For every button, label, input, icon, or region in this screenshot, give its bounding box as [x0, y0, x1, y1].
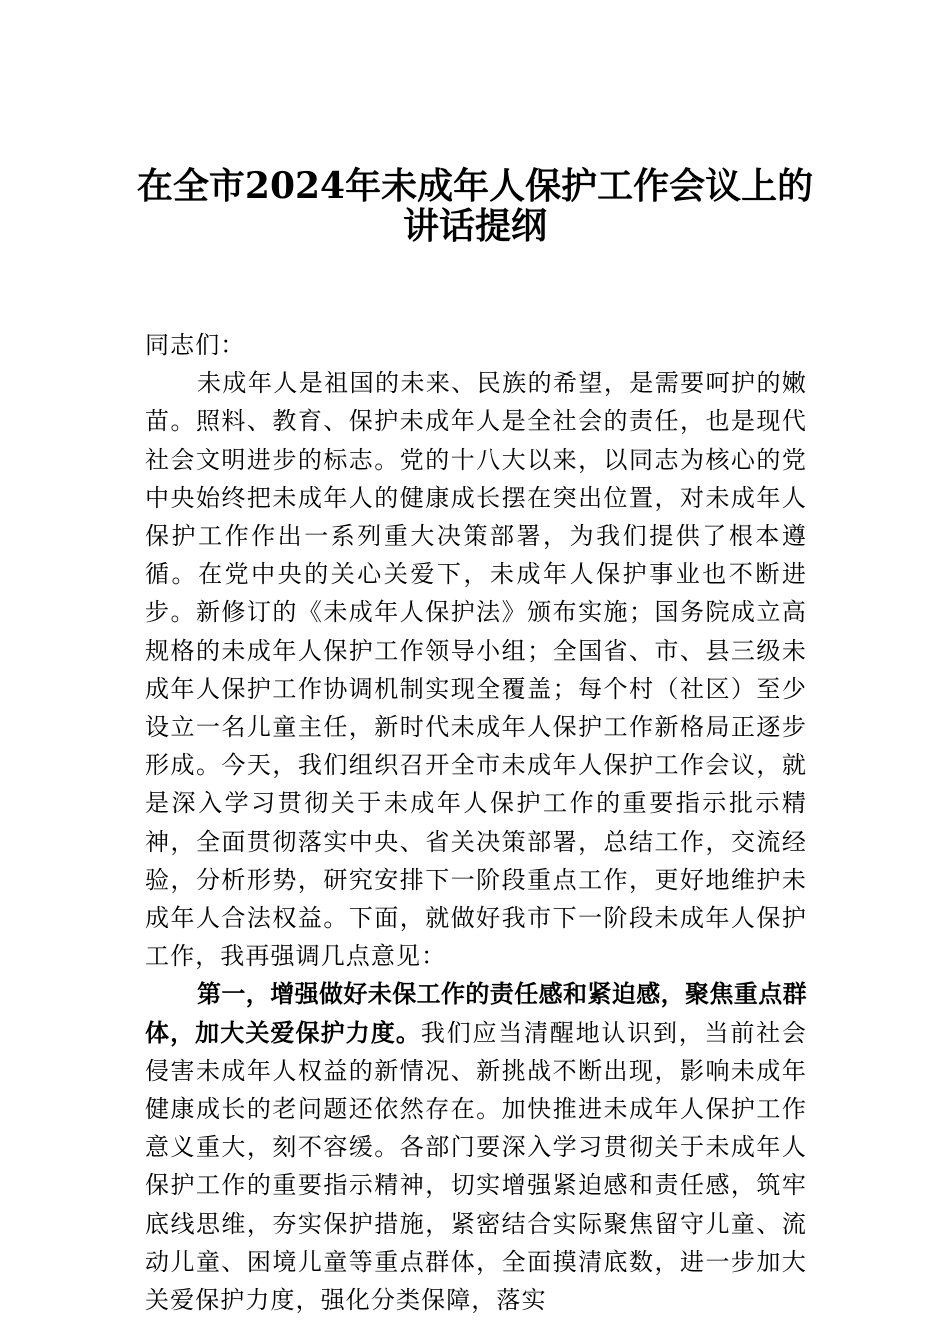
paragraph-intro: 未成年人是祖国的未来、民族的希望，是需要呵护的嫩苗。照料、教育、保护未成年人是全社会的责任，也是现代社会文明进步的标志。党的十八大以来，以同志为核心的党中央始终把未成年人的健康成长摆在突出位置，对未成年人保护工作作出一系列重大决策部署，为我们提供了根本遵循。在党中央的关心关爱下，未成年人保护事业也不断进步。新修订的《未成年人保护法》颁布实施；国务院成立高规格的未成年人保护工作领导小组；全国省、市、县三级未成年人保护工作协调机制实现全覆盖；每个村（社区）至少设立一名儿童主任，新时代未成年人保护工作新格局正逐步形成。今天，我们组织召开全市未成年人保护工作会议，就是深入学习贯彻关于未成年人保护工作的重要指示批示精神，全面贯彻落实中央、省关决策部署，总结工作，交流经验，分析形势，研究安排下一阶段重点工作，更好地维护未成年人合法权益。下面，就做好我市下一阶段未成年人保护工作，我再强调几点意见： [145, 369, 807, 971]
salutation: 同志们： [145, 331, 246, 359]
document-body [145, 326, 807, 1319]
document-title-line-2: 讲话提纲 [402, 205, 547, 247]
document-title-line-1: 在全市2024年未成年人保护工作会议上的 [136, 165, 814, 207]
paragraph-point-one-heading: 第一，增强做好未保工作的责任感和紧迫感，聚焦重点群体，加大关爱保护力度。 [145, 980, 807, 1047]
paragraph-point-one [145, 975, 807, 1319]
paragraph-point-one-body: 我们应当清醒地认识到，当前社会侵害未成年人权益的新情况、新挑战不断出现，影响未成年健康成长的老问题还依然存在。加快推进未成年人保护工作意义重大，刻不容缓。各部门要深入学习贯彻关于未成年人保护工作的重要指示精神，切实增强紧迫感和责任感，筑牢底线思维，夯实保护措施，紧密结合实际聚焦留守儿童、流动儿童、困境儿童等重点群体，全面摸清底数，进一步加大关爱保护力度，强化分类保障，落实 [145, 1018, 807, 1315]
